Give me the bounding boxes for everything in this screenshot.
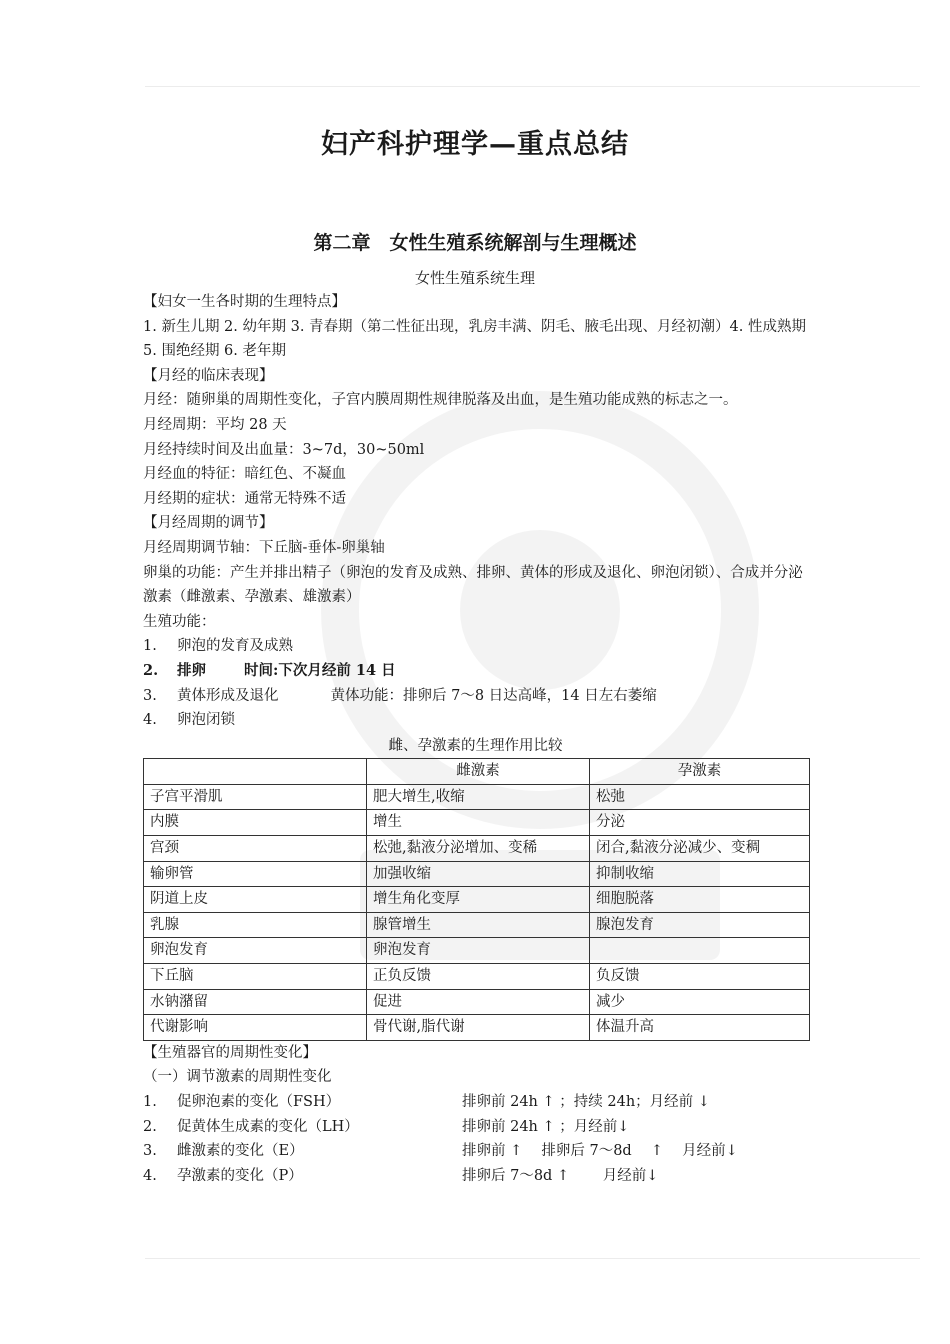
list-number: 1.: [143, 638, 157, 655]
list-extra: 时间:下次月经前 14 日: [244, 661, 396, 679]
list-number: 3.: [143, 1143, 157, 1160]
list-number: 2.: [143, 1118, 157, 1135]
table-cell: 卵泡发育: [144, 938, 367, 964]
table-cell: 减少: [590, 989, 810, 1015]
list-number: 4.: [143, 712, 157, 729]
menstruation-definition: 月经：随卵巢的周期性变化，子宫内膜周期性规律脱落及出血，是生殖功能成熟的标志之一。: [143, 392, 738, 409]
table-cell: 内膜: [144, 810, 367, 836]
table-row: [144, 887, 810, 913]
table-cell: 松弛: [590, 784, 810, 810]
document-title: 妇产科护理学—重点总结: [321, 129, 629, 160]
list-text: 卵泡的发育及成熟: [177, 638, 293, 655]
table-cell: 下丘脑: [144, 964, 367, 990]
list-item: [143, 708, 808, 733]
list-text: 排卵: [177, 661, 206, 679]
repro-function-label: 生殖功能：: [143, 613, 216, 630]
list-text: 卵泡闭锁: [177, 712, 235, 729]
table-cell: 促进: [367, 989, 590, 1015]
table-cell: 正负反馈: [367, 964, 590, 990]
table-cell: 增生角化变厚: [367, 887, 590, 913]
table-row: [144, 784, 810, 810]
table-cell: 骨代谢,脂代谢: [367, 1015, 590, 1041]
table-row: [144, 989, 810, 1015]
document-body: [143, 290, 808, 1188]
table-cell: 腺泡发育: [590, 912, 810, 938]
section-title: 女性生殖系统生理: [414, 269, 535, 287]
table-cell: 增生: [367, 810, 590, 836]
regulation-axis: 月经周期调节轴：下丘脑-垂体-卵巢轴: [143, 539, 385, 556]
table-cell: 腺管增生: [367, 912, 590, 938]
table-header-cell: 雌激素: [367, 759, 590, 785]
table-cell: 乳腺: [144, 912, 367, 938]
table-cell: 子宫平滑肌: [144, 784, 367, 810]
table-row: [144, 938, 810, 964]
list-number: 1.: [143, 1094, 157, 1110]
menstrual-cycle: 月经周期：平均 28 天: [143, 416, 287, 433]
list-text: 雌激素的变化（E）: [177, 1143, 304, 1160]
ovary-function: 卵巢的功能：产生并排出精子（卵泡的发育及成熟、排卵、黄体的形成及退化、卵泡闭锁）、合成并分泌激素（雌激素、孕激素、雄激素）: [143, 564, 803, 606]
list-extra: 排卵后 7～8d ↑ 月经前↓: [462, 1167, 659, 1184]
list-item: [143, 1115, 808, 1140]
table-cell: 细胞脱落: [590, 887, 810, 913]
list-item: [143, 1164, 808, 1189]
list-text: 黄体形成及退化: [177, 687, 279, 704]
list-text: 孕激素的变化（P）: [177, 1167, 303, 1184]
table-cell: 负反馈: [590, 964, 810, 990]
table-row: [144, 836, 810, 862]
table-row: [144, 912, 810, 938]
chapter-title: 第二章 女性生殖系统解剖与生理概述: [313, 232, 637, 254]
list-extra: 排卵前 24h ↑ ；月经前↓: [462, 1118, 630, 1135]
hormone-comparison-table: [143, 758, 810, 1041]
table-row: [144, 810, 810, 836]
menstrual-duration: 月经持续时间及出血量：3~7d，30~50ml: [143, 441, 425, 458]
list-item: [143, 1090, 808, 1115]
table-cell: 肥大增生,收缩: [367, 784, 590, 810]
table-cell: 分泌: [590, 810, 810, 836]
list-text: 促卵泡素的变化（FSH）: [177, 1094, 341, 1110]
heading-menstruation: 【月经的临床表现】: [143, 367, 274, 384]
life-stages-text: 1. 新生儿期 2. 幼年期 3. 青春期（第二性征出现，乳房丰满、阴毛、腋毛出现、月经初潮）4. 性成熟期 5. 围绝经期 6. 老年期: [143, 318, 806, 360]
list-item: [143, 659, 808, 684]
table-cell: 宫颈: [144, 836, 367, 862]
heading-regulation: 【月经周期的调节】: [143, 515, 274, 532]
menstrual-blood: 月经血的特征：暗红色、不凝血: [143, 466, 346, 483]
list-extra: 排卵前 ↑ 排卵后 7～8d ↑ 月经前↓: [462, 1143, 738, 1160]
list-text: 促黄体生成素的变化（LH）: [177, 1118, 359, 1135]
table-header-cell: 孕激素: [590, 759, 810, 785]
table-row: [144, 1015, 810, 1041]
table-cell: 水钠潴留: [144, 989, 367, 1015]
table-cell: 代谢影响: [144, 1015, 367, 1041]
table-cell: 卵泡发育: [367, 938, 590, 964]
list-item: [143, 634, 808, 659]
table-header-cell: [144, 759, 367, 785]
list-number: 4.: [143, 1167, 157, 1184]
table-cell: 体温升高: [590, 1015, 810, 1041]
list-item: [143, 1139, 808, 1164]
table-cell: 抑制收缩: [590, 861, 810, 887]
table-cell: 松弛,黏液分泌增加、变稀: [367, 836, 590, 862]
table-cell: [590, 938, 810, 964]
table-header-row: [144, 759, 810, 785]
heading-organ-changes: 【生殖器官的周期性变化】: [143, 1044, 317, 1061]
heading-life-stages: 【妇女一生各时期的生理特点】: [143, 294, 346, 310]
list-extra: 黄体功能：排卵后 7～8 日达高峰，14 日左右萎缩: [330, 687, 657, 704]
table-cell: 加强收缩: [367, 861, 590, 887]
list-extra: 排卵前 24h ↑ ；持续 24h；月经前 ↓: [462, 1094, 710, 1110]
list-number: 2.: [143, 661, 159, 679]
table-row: [144, 964, 810, 990]
menstrual-symptoms: 月经期的症状：通常无特殊不适: [143, 490, 346, 507]
list-item: [143, 684, 808, 709]
table-row: [144, 861, 810, 887]
table-cell: 阴道上皮: [144, 887, 367, 913]
table-cell: 输卵管: [144, 861, 367, 887]
header-rule: [145, 86, 920, 87]
list-number: 3.: [143, 687, 157, 704]
subheading-hormone-changes: （一）调节激素的周期性变化: [143, 1069, 332, 1086]
footer-rule: [145, 1258, 920, 1259]
table-cell: 闭合,黏液分泌减少、变稠: [590, 836, 810, 862]
table-caption: 雌、孕激素的生理作用比较: [388, 737, 563, 754]
